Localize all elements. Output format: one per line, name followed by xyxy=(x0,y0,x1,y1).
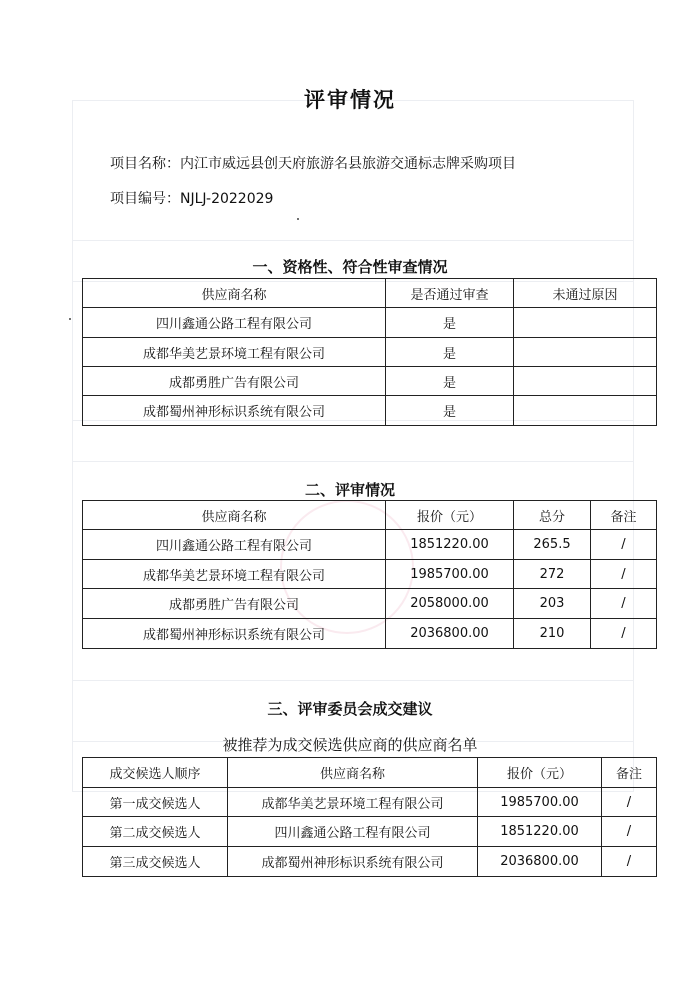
table-row xyxy=(83,308,657,338)
project-code-value: NJLJ-2022029 xyxy=(180,191,274,207)
score-cell: 265.5 xyxy=(514,530,591,560)
column-header: 供应商名称 xyxy=(83,279,386,308)
reason-cell xyxy=(514,338,657,367)
column-header: 备注 xyxy=(602,758,657,788)
supplier-cell: 成都蜀州神形标识系统有限公司 xyxy=(228,847,478,877)
recommendation-table xyxy=(82,757,657,877)
supplier-cell: 四川鑫通公路工程有限公司 xyxy=(83,308,386,338)
reason-cell xyxy=(514,367,657,396)
section1-heading: 一、资格性、符合性审查情况 xyxy=(252,258,448,276)
table-row xyxy=(83,589,657,619)
score-cell: 210 xyxy=(514,619,591,649)
project-name-value: 内江市威远县创天府旅游名县旅游交通标志牌采购项目 xyxy=(180,156,516,172)
table-header-row xyxy=(83,279,657,308)
remark-cell: / xyxy=(602,817,657,847)
price-cell: 2036800.00 xyxy=(386,619,514,649)
supplier-cell: 成都华美艺景环境工程有限公司 xyxy=(83,560,386,589)
remark-cell: / xyxy=(591,530,657,560)
rank-cell: 第二成交候选人 xyxy=(83,817,228,847)
project-code-line xyxy=(110,188,273,208)
price-cell: 1985700.00 xyxy=(478,788,602,817)
section3-heading: 三、评审委员会成交建议 xyxy=(267,700,433,718)
table-row xyxy=(83,788,657,817)
column-header: 成交候选人顺序 xyxy=(83,758,228,788)
supplier-cell: 成都蜀州神形标识系统有限公司 xyxy=(83,619,386,649)
price-cell: 1851220.00 xyxy=(386,530,514,560)
column-header: 供应商名称 xyxy=(228,758,478,788)
show-through-rule xyxy=(72,420,634,462)
supplier-cell: 成都华美艺景环境工程有限公司 xyxy=(83,338,386,367)
column-header: 报价（元） xyxy=(478,758,602,788)
table-row xyxy=(83,619,657,649)
pass-cell: 是 xyxy=(386,367,514,396)
supplier-cell: 四川鑫通公路工程有限公司 xyxy=(228,817,478,847)
qualification-table xyxy=(82,278,657,426)
remark-cell: / xyxy=(591,560,657,589)
table-row xyxy=(83,560,657,589)
supplier-cell: 成都勇胜广告有限公司 xyxy=(83,589,386,619)
remark-cell: / xyxy=(591,619,657,649)
table-row xyxy=(83,396,657,426)
supplier-cell: 成都华美艺景环境工程有限公司 xyxy=(228,788,478,817)
column-header: 是否通过审查 xyxy=(386,279,514,308)
table-row xyxy=(83,847,657,877)
score-cell: 203 xyxy=(514,589,591,619)
reason-cell xyxy=(514,308,657,338)
pass-cell: 是 xyxy=(386,338,514,367)
table-row xyxy=(83,817,657,847)
column-header: 供应商名称 xyxy=(83,501,386,530)
column-header: 备注 xyxy=(591,501,657,530)
remark-cell: / xyxy=(602,847,657,877)
pass-cell: 是 xyxy=(386,396,514,426)
supplier-cell: 成都蜀州神形标识系统有限公司 xyxy=(83,396,386,426)
price-cell: 2058000.00 xyxy=(386,589,514,619)
rank-cell: 第三成交候选人 xyxy=(83,847,228,877)
table-header-row xyxy=(83,501,657,530)
scan-speck xyxy=(297,218,299,220)
pass-cell: 是 xyxy=(386,308,514,338)
table-row xyxy=(83,367,657,396)
supplier-cell: 四川鑫通公路工程有限公司 xyxy=(83,530,386,560)
table-header-row xyxy=(83,758,657,788)
price-cell: 1985700.00 xyxy=(386,560,514,589)
scan-speck xyxy=(69,318,71,320)
column-header: 未通过原因 xyxy=(514,279,657,308)
page-title: 评审情况 xyxy=(304,88,396,112)
reason-cell xyxy=(514,396,657,426)
price-cell: 2036800.00 xyxy=(478,847,602,877)
column-header: 总分 xyxy=(514,501,591,530)
project-name-line xyxy=(110,153,516,173)
section2-heading: 二、评审情况 xyxy=(304,481,395,499)
remark-cell: / xyxy=(602,788,657,817)
supplier-cell: 成都勇胜广告有限公司 xyxy=(83,367,386,396)
rank-cell: 第一成交候选人 xyxy=(83,788,228,817)
score-cell: 272 xyxy=(514,560,591,589)
price-cell: 1851220.00 xyxy=(478,817,602,847)
table-row xyxy=(83,338,657,367)
column-header: 报价（元） xyxy=(386,501,514,530)
table-row xyxy=(83,530,657,560)
project-name-label: 项目名称： xyxy=(110,156,180,172)
table-caption: 被推荐为成交候选供应商的供应商名单 xyxy=(222,736,478,754)
project-code-label: 项目编号： xyxy=(110,191,180,207)
evaluation-table xyxy=(82,500,657,649)
remark-cell: / xyxy=(591,589,657,619)
